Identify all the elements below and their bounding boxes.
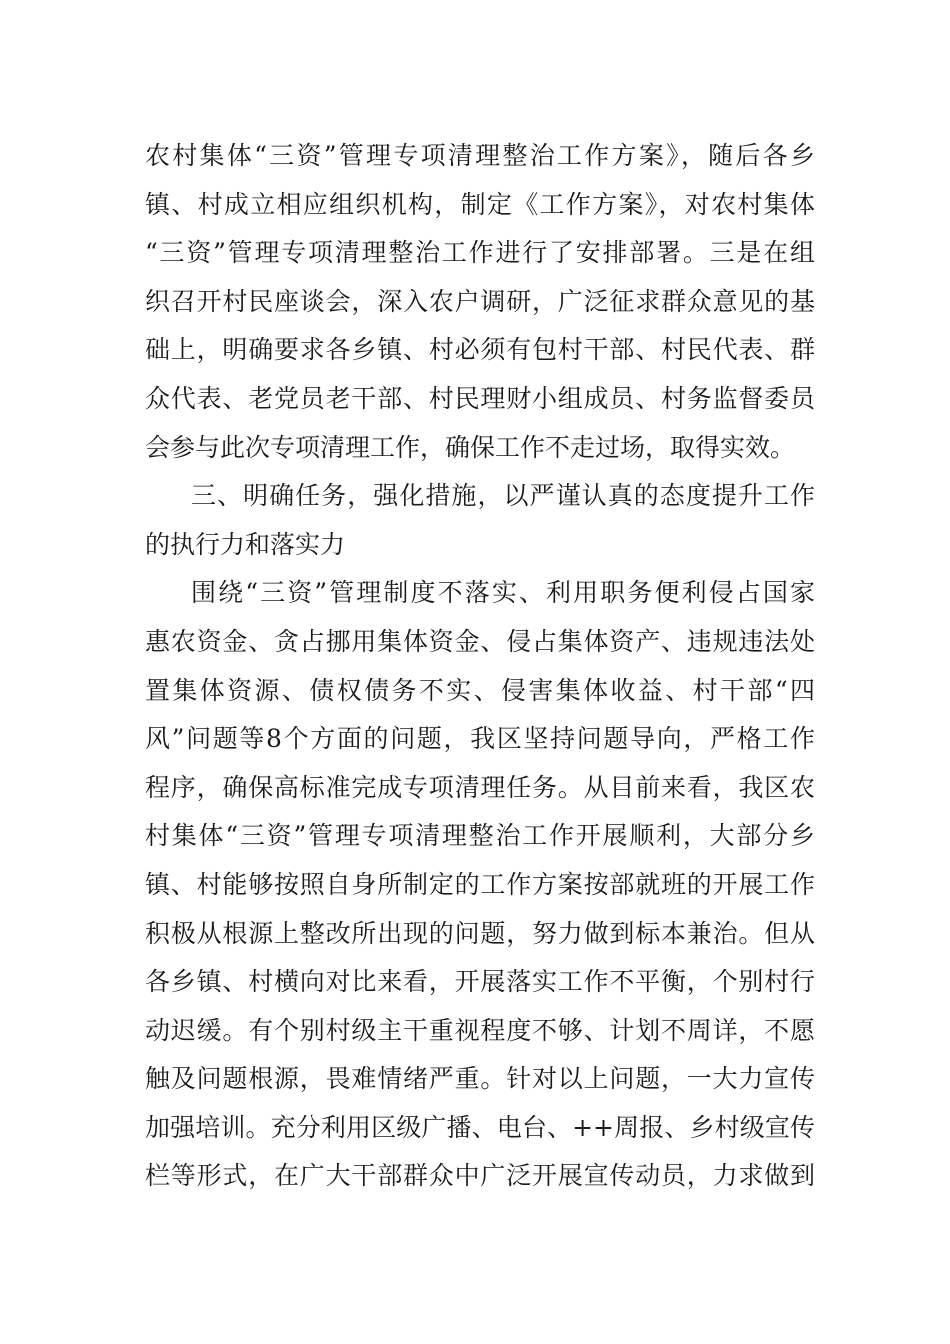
text-line: 动迟缓。有个别村级主干重视程度不够、计划不周详，不愿 <box>145 1015 815 1045</box>
text-line: 程序，确保高标准完成专项清理任务。从目前来看，我区农 <box>145 772 815 802</box>
section-heading-line: 的执行力和落实力 <box>145 529 346 559</box>
text-line: 镇、村成立相应组织机构，制定《工作方案》，对农村集体 <box>145 189 815 219</box>
text-line: 镇、村能够按照自身所制定的工作方案按部就班的开展工作 <box>145 869 815 899</box>
text-line: 村集体“三资”管理专项清理整治工作开展顺利，大部分乡 <box>145 821 815 851</box>
text-line: 围绕“三资”管理制度不落实、利用职务便利侵占国家 <box>191 578 815 608</box>
document-body <box>145 132 815 1201</box>
text-line: 础上，明确要求各乡镇、村必须有包村干部、村民代表、群 <box>145 335 815 365</box>
text-line: 触及问题根源，畏难情绪严重。针对以上问题，一大力宣传 <box>145 1064 815 1094</box>
text-line: 栏等形式，在广大干部群众中广泛开展宣传动员，力求做到 <box>145 1161 815 1191</box>
text-line: 织召开村民座谈会，深入农户调研，广泛征求群众意见的基 <box>145 286 815 316</box>
section-heading-line: 三、明确任务，强化措施，以严谨认真的态度提升工作 <box>191 481 815 511</box>
text-line: 众代表、老党员老干部、村民理财小组成员、村务监督委员 <box>145 383 815 413</box>
text-line: 惠农资金、贪占挪用集体资金、侵占集体资产、违规违法处 <box>145 626 815 656</box>
text-line: 置集体资源、债权债务不实、侵害集体收益、村干部“四 <box>145 675 815 705</box>
text-line: 风”问题等8个方面的问题，我区坚持问题导向，严格工作 <box>145 724 815 754</box>
text-line: 会参与此次专项清理工作，确保工作不走过场，取得实效。 <box>145 432 796 462</box>
text-line: 加强培训。充分利用区级广播、电台、++周报、乡村级宣传 <box>145 1112 815 1142</box>
text-line: 农村集体“三资”管理专项清理整治工作方案》，随后各乡 <box>145 141 815 170</box>
text-line: “三资”管理专项清理整治工作进行了安排部署。三是在组 <box>145 238 815 268</box>
text-line: 各乡镇、村横向对比来看，开展落实工作不平衡，个别村行 <box>145 967 815 997</box>
text-line: 积极从根源上整改所出现的问题，努力做到标本兼治。但从 <box>145 918 815 948</box>
